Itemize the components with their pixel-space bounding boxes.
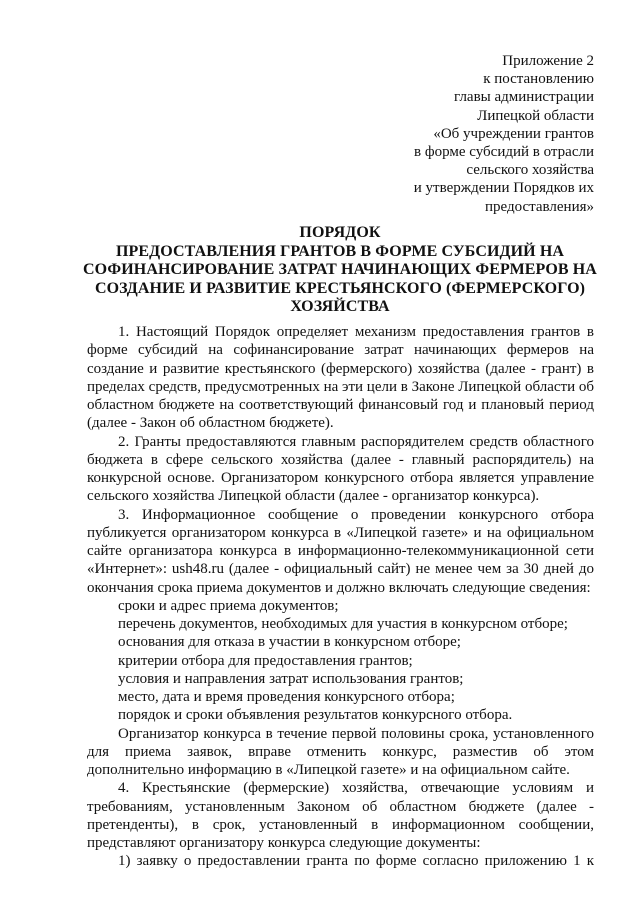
appendix-line: предоставления»: [484, 198, 594, 215]
paragraph-1: 1. Настоящий Порядок определяет механизм предоставления грантов в форме субсидий на софинансирование затрат начинающих фермеров на создание и развитие крестьянского (фермерского) хозяйства (далее - грант) в пределах средств, предусмотренных на эти цели в Законе Липецкой области об областном бюджете на соответствующий финансовый год и плановый период (далее - Закон об областном бюджете).: [87, 324, 594, 432]
list-item: перечень документов, необходимых для участия в конкурсном отборе;: [118, 616, 568, 632]
paragraph-3: 3. Информационное сообщение о проведении конкурсного отбора публикуется организатором конкурса в «Липецкой газете» и на официальном сайте организатора конкурса в информационно-телекоммуникационной сети «Интернет»: ush48.ru (далее - официальный сайт) не менее чем за 30 дней до окончания срока приема документов и должно включать следующие сведения:: [87, 506, 594, 596]
list-item: условия и направления затрат использования грантов;: [118, 670, 464, 687]
paragraph-4: 4. Крестьянские (фермерские) хозяйства, отвечающие условиям и требованиям, установленным Законом об областном бюджете (далее - претенденты), в срок, установленный в информационном сообщении, представляют организатору конкурса следующие документы:: [87, 780, 594, 851]
list-item: порядок и сроки объявления результатов конкурсного отбора.: [118, 707, 513, 724]
appendix-line: «Об учреждении грантов: [433, 125, 594, 142]
list-item: сроки и адрес приема документов;: [118, 597, 339, 614]
title-line: ПОРЯДОК: [299, 224, 381, 241]
appendix-line: Приложение 2: [502, 53, 594, 69]
appendix-line: и утверждении Порядков их: [413, 180, 594, 197]
document-body: [87, 323, 594, 871]
paragraph-4-item-1: 1) заявку о предоставлении гранта по форме согласно приложению 1 к: [118, 853, 594, 870]
title-line: ПРЕДОСТАВЛЕНИЯ ГРАНТОВ В ФОРМЕ СУБСИДИЙ НА: [115, 242, 565, 260]
paragraph-3b: Организатор конкурса в течение первой половины срока, установленного для приема заявок, вправе отменить конкурс, разместив об этом дополнительно информацию в «Липецкой газете» и на официальном сайте.: [87, 725, 594, 778]
list-item: критерии отбора для предоставления грантов;: [118, 652, 413, 669]
list-item: основания для отказа в участии в конкурсном отборе;: [118, 634, 461, 651]
appendix-header: [294, 52, 594, 216]
document-title: [80, 224, 600, 317]
appendix-line: в форме субсидий в отрасли: [414, 144, 594, 161]
appendix-line: Липецкой области: [477, 107, 594, 124]
list-item: место, дата и время проведения конкурсного отбора;: [118, 689, 455, 705]
title-line: СОФИНАНСИРОВАНИЕ ЗАТРАТ НАЧИНАЮЩИХ ФЕРМЕРОВ НА: [83, 261, 597, 279]
appendix-line: главы администрации: [454, 89, 594, 106]
paragraph-2: 2. Гранты предоставляются главным распорядителем средств областного бюджета в сфере сельского хозяйства (далее - главный распорядитель) на конкурсной основе. Организатором конкурсного отбора является управление сельского хозяйства Липецкой области (далее - организатор конкурса).: [87, 433, 594, 505]
title-line: СОЗДАНИЕ И РАЗВИТИЕ КРЕСТЬЯНСКОГО (ФЕРМЕРСКОГО): [94, 279, 586, 297]
appendix-line: к постановлению: [483, 71, 594, 88]
title-line: ХОЗЯЙСТВА: [290, 298, 390, 316]
appendix-line: сельского хозяйства: [466, 162, 594, 179]
